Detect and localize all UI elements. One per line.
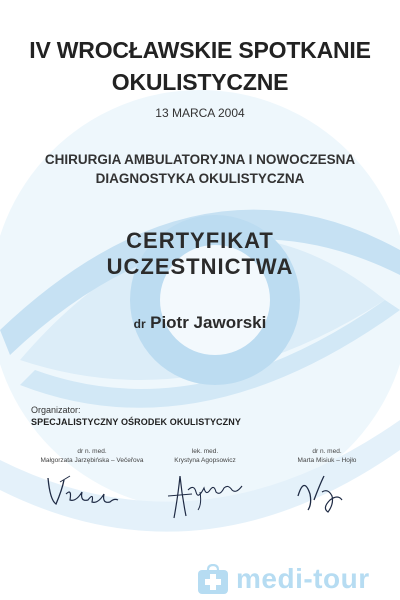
event-title-line1: IV WROCŁAWSKIE SPOTKANIE (29, 37, 371, 63)
recipient-name (0, 313, 400, 333)
event-date: 13 MARCA 2004 (155, 106, 245, 120)
event-title (0, 34, 400, 98)
signatory-1 (27, 447, 157, 465)
organizer-name: SPECJALISTYCZNY OŚRODEK OKULISTYCZNY (31, 417, 241, 427)
organizer-label: Organizator: (31, 405, 81, 415)
signature-3 (292, 470, 352, 515)
recipient-prefix: dr (133, 317, 146, 331)
signatory-2 (140, 447, 270, 465)
medi-tour-text: medi-tour (236, 563, 370, 594)
event-title-line2: OKULISTYCZNE (111, 69, 289, 95)
signatory-2-title: lek. med. (191, 448, 219, 455)
signatory-1-title: dr n. med. (77, 448, 107, 455)
medi-tour-watermark (196, 562, 400, 600)
event-topic (0, 150, 400, 188)
signatory-3-title: dr n. med. (312, 448, 342, 455)
signatory-2-name: Krystyna Agopsowicz (174, 457, 236, 464)
medical-cross-icon (196, 564, 232, 600)
signature-2 (160, 466, 250, 526)
certificate-heading-line1: CERTYFIKAT (126, 228, 274, 253)
certificate-heading (0, 228, 400, 280)
signatory-3-name: Marta Misiuk – Hojło (297, 457, 357, 464)
signature-1 (40, 470, 125, 515)
recipient-full-name: Piotr Jaworski (150, 313, 267, 332)
signatory-1-name: Małgorzata Jarzębińska – Večeřova (40, 457, 144, 464)
event-topic-line2: DIAGNOSTYKA OKULISTYCZNA (95, 171, 305, 186)
signatory-3 (262, 447, 392, 465)
certificate-heading-line2: UCZESTNICTWA (106, 254, 294, 279)
event-topic-line1: CHIRURGIA AMBULATORYJNA I NOWOCZESNA (44, 152, 356, 167)
